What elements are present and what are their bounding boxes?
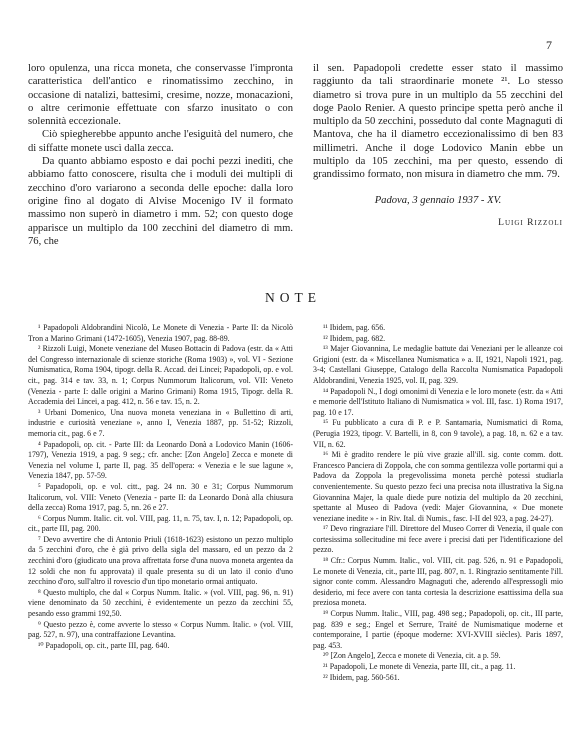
- footnote: ¹⁶ Mi è gradito rendere le più vive grazie all'ill. sig. conte comm. dott. Francesco Panciera di Zoppola, che con somma gentilezza volle portarmi qui a Padova da Zoppola la pregevolissima moneta perchè potessi studiarla convenientemente. Su questo pezzo feci una precisa nota illustrativa la Sig.na Giovannina Majer, la quale diede pure notizia del multiplo da 20 zecchini, spettante al Museo di Padova (vedi: Majer Giovannina, « Due monete veneziane inedite » - in Riv. Ital. di Numis., fasc. I-II del 923, a pag. 24-27).: [313, 450, 563, 523]
- footnote: ²¹ Papadopoli, Le monete di Venezia, parte III, cit., a pag. 11.: [323, 662, 516, 671]
- footnote: ¹⁷ Devo ringraziare l'ill. Direttore del Museo Correr di Venezia, il quale con cortesissima sollecitudine mi fece avere i precisi dati per l'identificazione del pezzo.: [313, 524, 563, 555]
- footnote: ¹⁸ Cfr.: Corpus Numm. Italic., vol. VIII, cit. pag. 526, n. 91 e Papadopoli, Le monete di Venezia, cit., parte III, pag. 807, n. 1. Ringrazio sentitamente l'ill. signor conte comm. Alessandro Magnaguti che, aderendo all'espressogli mio desiderio, mi fece avere con tanta cortesia la descrizione esattissima della sua preziosa moneta.: [313, 556, 563, 608]
- footnote: ¹⁵ Fu pubblicato a cura di P. e P. Santamaria, Numismatici di Roma, (Perugia 1923, tipogr. V. Bartelli, in 8, con 9 tavole), a pag. 18, n. 62 e a tav. VII, n. 62.: [313, 418, 563, 449]
- footnote: ²⁰ [Zon Angelo], Zecca e monete di Venezia, cit. a p. 59.: [323, 651, 501, 661]
- body-paragraph: loro opulenza, una ricca moneta, che conservasse l'impronta caratteristica dell'antico e rinomatissimo zecchino, in occasione di natalizi, battesimi, cresime, nozze, monacazioni, o altre cerimonie effettuate con sfarzo inusitato o con solennità eccezionale.: [28, 63, 293, 128]
- right-body-column: [313, 62, 563, 230]
- footnote: ¹¹ Ibidem, pag. 656.: [323, 323, 386, 332]
- footnote: ¹ Papadopoli Aldobrandini Nicolò, Le Monete di Venezia - Parte II: da Nicolò Tron a Marino Grimani (1472-1605), Venezia 1907, pag. 88-89.: [28, 323, 293, 343]
- footnote: ² Rizzoli Luigi, Monete veneziane del Museo Bottacin di Padova (estr. da « Atti del Congresso internazionale di scienze storiche (Roma 1903) », vol. VI - Sezione Numismatica, Roma 1904, tipogr. della R. Accad. dei Lincei; Papadopoli, op. e vol. cit., pag. 314 e tav. 33, n. 1; Corpus Nummorum Italicorum, vol. VII: Veneto (Venezia - parte I: dalle origini a Marino Grimani) Roma 1915, Tipogr. della R. Accademia dei Lincei, a pag. 412, n. 56 e tav. 15, n. 2.: [28, 344, 293, 407]
- footnote: ²² Ibidem, pag. 560-561.: [323, 672, 400, 682]
- footnote: ⁴ Papadopoli, op. cit. - Parte III: da Leonardo Donà a Lodovico Manin (1606-1797), Venezia 1919, a pag. 9 seg.; cfr. anche: [Zon Angelo] Zecca e monete di Venezia nel volume I, parte II, pag. 35 dell'opera: « Venezia e le sue lagune », Venezia 1847, pp. 57-59.: [28, 439, 293, 481]
- footnote: ¹⁴ Papadopoli N., I dogi omonimi di Venezia e le loro monete (estr. da « Atti e memorie dell'Istituto Italiano di Numismatica » vol. III, fasc. 1) Roma 1917, pag. 10 e 17.: [313, 386, 563, 417]
- author-signature: Luigi Rizzoli: [498, 217, 563, 228]
- footnote: ¹² Ibidem, pag. 682.: [323, 333, 386, 343]
- dateline: Padova, 3 gennaio 1937 - XV.: [374, 194, 502, 206]
- notes-right-column: [313, 323, 563, 683]
- page-number: 7: [546, 38, 552, 52]
- footnote: ⁷ Devo avvertire che di Antonio Priuli (1618-1623) esistono un pezzo multiplo da 5 zecchini d'oro, che è già privo della sigla del massaro, ed un pezzo da 2 zecchini d'oro (giudicato una prova affrettata forse d'una nuova moneta argentea da 12 soldi che non fu approvata) il quale presenta su di un lato il conio d'uno zecchino d'oro, sull'altro il rovescio d'un tipo monetario ormai antiquato.: [28, 534, 293, 587]
- body-paragraph: Da quanto abbiamo esposto e dai pochi pezzi inediti, che abbiamo fatto conoscere, risulta che i moduli dei multipli di zecchino d'oro variarono a seconda delle epoche: dalla loro origine fino al dogato di Alvise Mocenigo IV il formato massimo non superò in diametro i mm. 52; con questo doge apparisce un multiplo da 100 zecchini del diametro di mm. 76, che: [28, 156, 293, 247]
- footnote: ⁶ Corpus Numm. Italic. cit. vol. VIII, pag. 11, n. 75, tav. I, n. 12; Papadopoli, op. cit., parte III, pag. 200.: [28, 513, 293, 534]
- body-paragraph: Ciò spiegherebbe appunto anche l'esiguità del numero, che di siffatte monete uscì dalla zecca.: [28, 129, 293, 154]
- left-body-column: [28, 62, 293, 248]
- body-paragraph: il sen. Papadopoli credette esser stato il massimo raggiunto da tali straordinarie monete ²¹. Lo stesso diametro si trova pure in un multiplo da 55 zecchini del doge Paolo Renier. A questo principe spetta però anche il multiplo da 50 zecchini, posseduto dal conte Magnaguti di Mantova, che ha il diametro eccezionalissimo di ben 83 millimetri. Anche il doge Lodovico Manin ebbe un multiplo da 105 zecchini, ma per questo, essendo di grandissimo formato, non misura in diametro che mm. 79.: [313, 63, 563, 181]
- footnote: ¹³ Majer Giovannina, Le medaglie battute dai Veneziani per le alleanze coi Grigioni (estr. da « Miscellanea Numismatica » a. II, 1921, Napoli 1921, pag. 3-4; Castellani Giuseppe, Catalogo della Raccolta Numismatica Papadopoli Aldobrandini, Venezia 1925, vol. II, pag. 329.: [313, 344, 563, 385]
- footnote: ⁵ Papadopoli, op. e vol. citt., pag. 24 nn. 30 e 31; Corpus Nummorum Italicorum, vol. VIII: Veneto (Venezia - parte II: da Leonardo Donà alla chiusura della zecca) Roma 1917, pag. 5, nn. 26 e 27.: [28, 481, 293, 513]
- footnote: ¹⁰ Papadopoli, op. cit., parte III, pag. 640.: [38, 640, 170, 650]
- footnote: ⁸ Questo multiplo, che dal « Corpus Numm. Italic. » (vol. VIII, pag. 96, n. 91) viene denominato da 50 zecchini, è evidentemente un pezzo da zecchini 55, pesando esso grammi 192,50.: [28, 587, 293, 619]
- notes-left-column: [28, 323, 293, 651]
- footnote: ³ Urbani Domenico, Una nuova moneta veneziana in « Bullettino di arti, industrie e curiosità veneziane », anno I, Venezia 1887, pp. 51-52; Rizzoli, memoria cit., pag. 6 e 7.: [28, 407, 293, 438]
- notes-heading: NOTE: [265, 290, 321, 305]
- footnote: ¹⁹ Corpus Numm. Italic., VIII, pag. 498 seg.; Papadopoli, op. cit., III parte, pag. 839 e seg.; Engel et Serrure, Traité de Numismatique moderne et contemporaine, I partie (époque moderne: XVI-XVIII siècles). Paris 1897, pag. 453.: [313, 609, 563, 650]
- footnote: ⁹ Questo pezzo è, come avverte lo stesso « Corpus Numm. Italic. » (vol. VIII, pag. 527, n. 97), una contraffazione Levantina.: [28, 619, 293, 640]
